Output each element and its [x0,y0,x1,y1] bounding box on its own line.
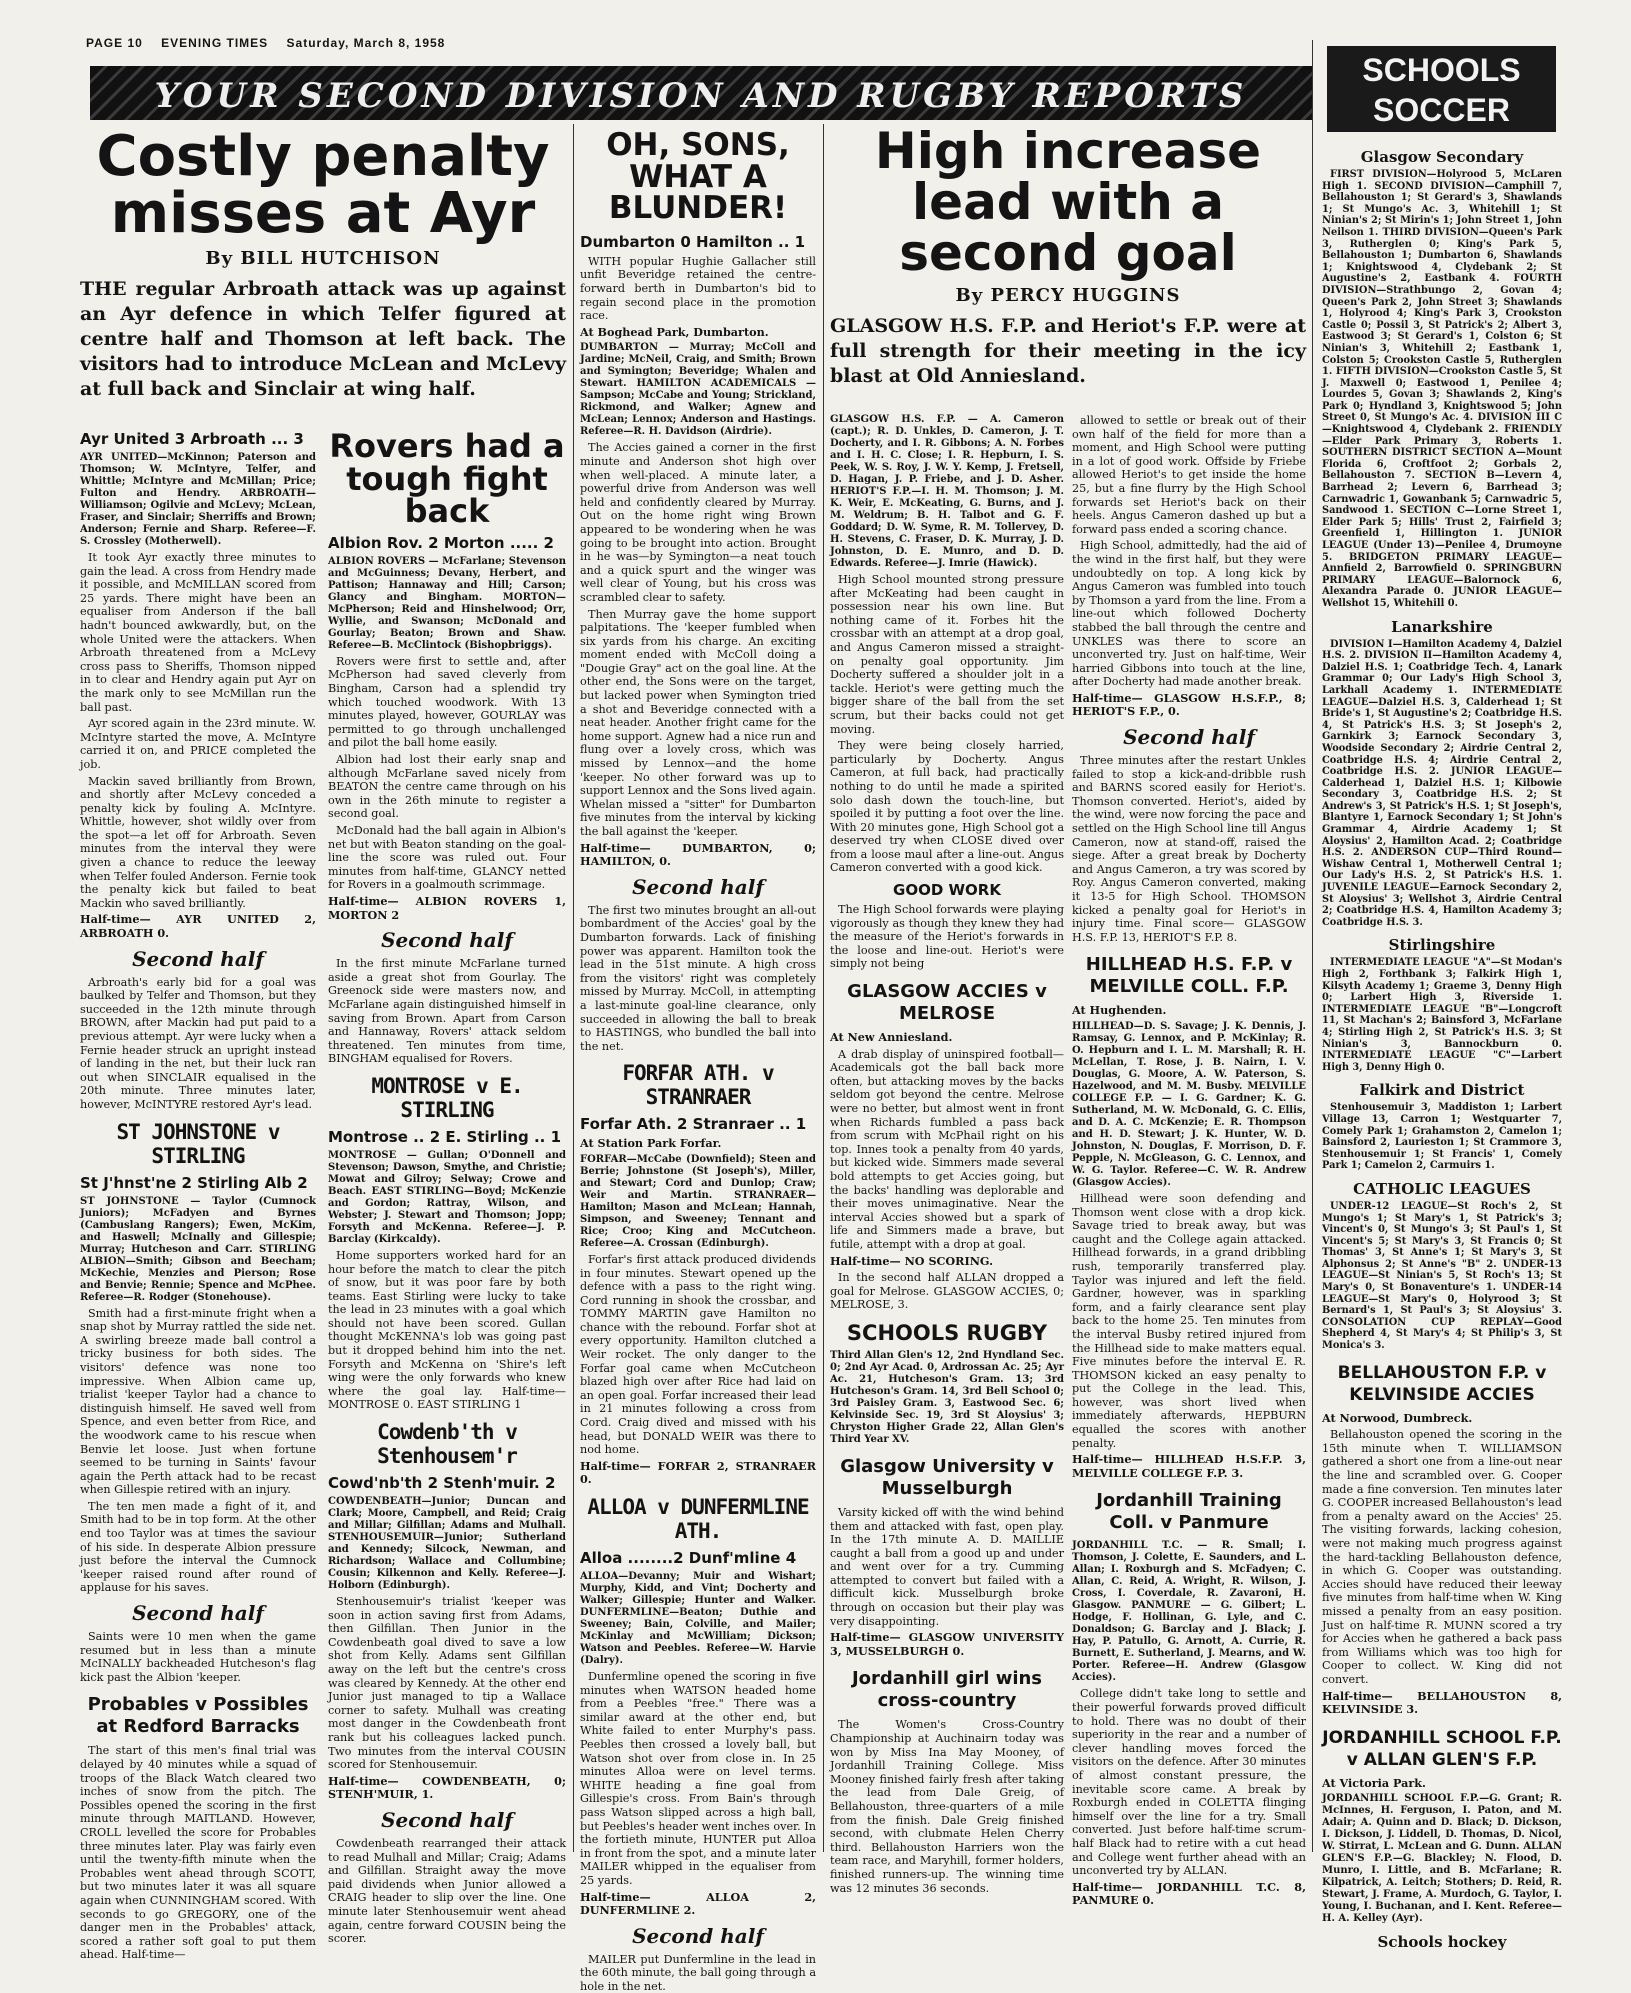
banner-title: YOUR SECOND DIVISION AND RUGBY REPORTS [154,76,1248,116]
probables-head: Probables v Possibles at Redford Barracks [87,1694,309,1738]
rugby-para: High School mounted strong pressure after McKeating had been caught in possession near his own line. But nothing came of it. Forbes hit the crossbar with an attempt at a drop goal, and Angus Cameron missed a straight-on penalty goal opportunity. Jim Docherty suffered a shoulder jolt in a tackle. Heriot's were getting much the bigger share of the ball from the set scrum, but their backs could not get moving. [830,573,1064,736]
jordanhill-school-head: JORDANHILL SCHOOL F.P. v ALLAN GLEN'S F.P. [1322,1727,1562,1770]
schools-section-head: CATHOLIC LEAGUES [1353,1179,1531,1198]
dumbarton-halftime: Half-time— DUMBARTON, 0; HAMILTON, 0. [580,840,816,869]
schools-section-results: FIRST DIVISION—Holyrood 5, McLaren High 1. SECOND DIVISION—Camphill 7, Bellahouston 1; St Gerard's 3, Shawlands 1; St Mungo's Ac. 3, Whitehill 1; St Ninian's 2; St Mirin's 1; John Street 1, John Neilson 1. THIRD DIVISION—Queen's Park 3, Rutherglen 0; King's Park 5, Bellahouston 1; Dumbarton 6, Shawlands 1; Knightswood 4, Clydebank 2; St Augustine's 2, Eastbank 4. FOURTH DIVISION—Strathbungo 2, Govan 4; Queen's Park 2, John Street 3; Shawlands 1, Holyrood 4; King's Park 3, Crookston Castle 0; Possil 3, St Patrick's 2; Albert 3, Eastwood 3; St Gerard's 1, Colston 6; St Ninian's 3, Whitehill 2; Eastbank 1, Colston 5; Crookston Castle 5, Rutherglen 1. FIFTH DIVISION—Crookston Castle 5, St J. Maxwell 0; Eastwood 1, Penilee 4; Lourdes 5, Govan 3; Shawlands 2, King's Park 0; Hyndland 3, Knightswood 5; John Street 0, St Mungo's Ac. 4. DIVISION III C—Knightswood 4, Clydebank 2. FRIENDLY—Elder Park Primary 3, Roberts 1. SOUTHERN DISTRICT SECTION A—Mount Florida 6, Croftfoot 2; Gorbals 2, Bellahouston 7. SECTION B—Levern 4, Barrhead 2; Levern 6, Barrhead 3; Carnwadric 1, Gowanbank 5; Carnwadric 5, Sandwood 1. SECTION C—Lorne Street 1, Elder Park 5; Hills' Trust 2, Fairfield 3; Greenfield 1, Hillington 1. JUNIOR LEAGUE (Under 13)—Penilee 4, Drumoyne 5. BRIDGETON PRIMARY LEAGUE—Annfield 2, Barrowfield 0. SPRINGBURN PRIMARY LEAGUE—Balornock 6, Alexandra Parade 0. JUNIOR LEAGUE—Wellshot 15, Whitehill 0. [1322,169,1562,609]
schools-section-results: Stenhousemuir 3, Maddiston 1; Larbert Village 13, Carron 1; Westquarter 7, Comely Park 1; Grahamston 2, Camelon 1; Bainsford 2, Laurieston 1; St Crammore 3, Stenhousemuir 1; St Francis' 1, Comely Park 1; Camelon 2, Carmuirs 1. [1322,1102,1562,1172]
dumbarton-second-half: Second half [632,874,764,899]
dumbarton-teams: DUMBARTON — Murray; McColl and Jardine; McNeil, Craig, and Smith; Brown and Symington; Beveridge; Whalen and Stewart. HAMILTON ACADEMICALS — Sampson; McCabe and Young; Strickland, Rickmond, and Walker; Agnew and McLean; Lennox; Anderson and Hastings. Referee—R. H. Davidson (Airdrie). [580,342,816,438]
glasgow-uni-para: Varsity kicked off with the wind behind them and attacked with fast, open play. In the 17th minute A. D. MAILLIE caught a ball from a good up and under and went over for a try. Cumming attempted to convert but failed with a difficult kick. Musselburgh broke through on occasion but their play was very disappointing. [830,1505,1064,1628]
cowdenbeath-teams: COWDENBEATH—Junior; Duncan and Clark; Moore, Campbell, and Reid; Craig and Millar; Gilfillan; Adams and Mulhall. STENHOUSEMUIR—Junior; Sutherland and Kennedy; Silcock, Newman, and Richardson; Wallace and Collumbine; Cousin; Kilkennon and Kelly. Referee—J. Holborn (Edinburgh). [328,1496,566,1592]
schools-rugby-head: SCHOOLS RUGBY [846,1320,1048,1345]
rovers-para: Rovers were first to settle and, after McPherson had saved cleverly from Bingham, Carson had a splendid try which touched woodwork. With 13 minutes played, however, GOURLAY was permitted to go through unchallenged and pilot the ball home easily. [328,654,566,750]
rovers-para: McDonald had the ball again in Albion's net but with Beaton standing on the goal-line the score was ruled out. Four minutes from half-time, GLANCY netted for Rovers in a goalmouth scrimmage. [328,824,566,892]
rugby-teams: GLASGOW H.S. F.P. — A. Cameron (capt.); R. D. Unkles, D. Cameron, J. T. Docherty, and I. R. Gibbons; A. N. Forbes and I. H. C. Close; I. R. Hepburn, I. S. Peek, W. S. Roy, J. W. Y. Kemp, J. Fretsell, D. Hagan, J. P. Friebe, and J. D. Asher. HERIOT'S F.P.—I. H. M. Thomson; J. M. K. Weir, E. McKeating, G. Burns, and J. M. Weldrum; B. H. Talbot and G. F. Goddard; D. W. Syme, R. M. Tollervey, D. H. Stevens, C. Fraser, D. K. Murray, J. D. Johnston, D. E. Munro, and D. D. Edwards. Referee—J. Imrie (Hawick). [830,414,1064,569]
alloa-score: Alloa ........2 Dunf'mline 4 [580,1549,797,1568]
ayr-headline-block [80,124,566,424]
column-5 [1072,414,1306,1908]
montrose-teams: MONTROSE — Gullan; O'Donnell and Stevenson; Dawson, Smythe, and Christie; Mowat and Gilroy; Selway; Crowe and Beach. EAST STIRLING—Boyd; McKenzie and Gordon; Rattray, Wilson, and Webster; J. Stewart and Thomson; Jopp; Forsyth and McKenna. Referee—J. P. Barclay (Kirkcaldy). [328,1149,566,1245]
rugby-headline-block [830,124,1306,414]
stj-score: St J'hnst'ne 2 Stirling Alb 2 [80,1173,308,1192]
column-rule [823,124,824,1852]
accies-head: GLASGOW ACCIES v MELROSE [847,981,1047,1025]
column-1 [80,424,316,1962]
dumbarton-para: Then Murray gave the home support palpitations. The 'keeper fumbled when six yards from his charge. An exciting moment ended with McColl doing a "Dougie Gray" act on the goal line. At the other end, the Sons were on the target, but lacked power when Symington tried a shot and Beveridge connected with a neat header. Another fright came for the home support. Agnew had a nice run and flung over a lovely cross, which was missed by Lennox—and the home 'keeper. No other forward was up to support Lennox and the Sons lived again. Whelan missed a "sitter" for Dumbarton five minutes from the interval by kicking the ball against the 'keeper. [580,607,816,839]
forfar-venue: At Station Park Forfar. [580,1136,722,1151]
jordanhill-tc-head: Jordanhill Training Coll. v Panmure [1096,1490,1282,1534]
forfar-head: FORFAR ATH. v STRANRAER [622,1061,774,1110]
glasgow-uni-halftime: Half-time— GLASGOW UNIVERSITY 3, MUSSELBURGH 0. [830,1630,1064,1658]
schools-section-head: Falkirk and District [1359,1081,1525,1100]
column-6 [1322,140,1563,1952]
dumbarton-para: The Accies gained a corner in the first minute and Anderson shot high over when well-placed. A minute later, a powerful drive from Anderson was well held and confidently cleared by Murray. Out on the home right wing Brown appeared to be wondering when he was going to be brought into action. Brought in he was—by Symington—a neat touch and a quick spurt and the winger was well clear of Young, but his cross was scrambled clear to safety. [580,441,816,604]
ayr-headline: Costly penalty misses at Ayr [96,124,550,247]
bellahouston-para: Bellahouston opened the scoring in the 15th minute when T. WILLIAMSON gathered a short one from a line-out near the line and scrambled over. G. Cooper made a fine conversion. Ten minutes later G. COOPER increased Bellahouston's lead from a penalty award on the Accies' 25. The visiting forwards, lacking cohesion, were not making much progress against the hard-tackling Bellahouston defence, in which G. Cooper was outstanding. Accies should have reduced their leeway five minutes from half-time when W. King missed a penalty from an easy position. Just on half-time R. MUNN scored a try for Accies when he gathered a back pass from Williams which was too high for Cooper to collect. W. King did not convert. [1322,1428,1562,1686]
montrose-head: MONTROSE v E. STIRLING [371,1073,523,1122]
hillhead-venue: At Hughenden. [1072,1003,1167,1018]
ayr-para: Mackin saved brilliantly from Brown, and shortly after McLevy conceded a penalty kick by fouling A. McIntyre. Whittle, however, shot wildly over from the spot—a let off for Arbroath. Seven minutes from the interval they were given a chance to reduce the leeway when Telfer fouled Anderson. Fernie took the penalty kick but failed to beat Mackin who saved brilliantly. [80,774,316,910]
accies-halftime: Half-time— NO SCORING. [830,1253,993,1268]
rugby-second-half: Second half [1123,725,1255,750]
rugby-para: High School, admittedly, had the aid of the wind in the first half, but they were undoubtedly on top. A long kick by Angus Cameron was fumbled into touch by Thomson a yard from the line. From a line-out which followed Docherty stabbed the ball through the centre and UNKLES was there to score an unconverted try. Just on half-time, Weir harried Gibbons into touch at the line, after Docherty had made another break. [1072,539,1306,689]
dumbarton-lead: WITH popular Hughie Gallacher still unfit Beveridge retained the centre-forward berth in Dumbarton's bid to regain second place in the promotion race. [580,254,816,323]
section-banner [90,66,1312,120]
column-4 [830,414,1064,1895]
stj-head: ST JOHNSTONE v STIRLING [116,1119,280,1168]
stj-para: Saints were 10 men when the game resumed but in less than a minute McINALLY backheaded Hutcheson's flag kick past the Albion 'keeper. [80,1630,316,1684]
forfar-score: Forfar Ath. 2 Stranraer .. 1 [580,1115,807,1134]
schools-rugby-results: Third Allan Glen's 12, 2nd Hyndland Sec. 0; 2nd Ayr Acad. 0, Ardrossan Ac. 25; Ayr Ac. 21, Hutcheson's Gram. 13; 3rd Hutcheson's Gram. 14, 3rd Bell School 0; 3rd Paisley Gram. 3, Eastwood Sec. 6; Kelvinside Sec. 19, 3rd St Aloysius' 3; Chryston Higher Grade 22, Allan Glen's Third Year XV. [830,1349,1064,1445]
hillhead-teams: HILLHEAD—D. S. Savage; J. K. Dennis, J. Ramsay, G. Lennox, and P. McKinlay; R. O. Hepburn and I. L. M. Marshall; R. H. McLellan, T. Rose, J. B. Nairn, I. V. Douglas, G. Moore, A. W. Paterson, S. Hazelwood, and M. M. Busby. MELVILLE COLLEGE F.P. — I. G. Gardner; K. G. Sutherland, M. W. McDonald, G. C. Ellis, and D. A. C. McKenzie; E. R. Thompson and H. D. Stewart; J. K. Hunter, W. D. Johnston, N. Douglas, F. Morrison, D. F. Pepple, N. McGleason, G. C. Lennox, and W. G. Taylor. Referee—C. W. R. Andrew (Glasgow Accies). [1072,1020,1306,1188]
ayr-teams: AYR UNITED—McKinnon; Paterson and Thomson; W. McIntyre, Telfer, and Whittle; McIntyre and McMillan; Price; Fulton and Hendry. ARBROATH—Williamson; Ogilvie and McLevy; McLean, Fraser, and Sinclair; Sherriffs and Brown; Anderson; Fernie and Sharp. Referee—F. S. Crossley (Motherwell). [80,452,316,547]
jordanhill-tc-halftime: Half-time— JORDANHILL T.C. 8, PANMURE 0. [1072,1879,1306,1908]
page-date: Saturday, March 8, 1958 [286,36,446,50]
schools-section-head: Stirlingshire [1388,936,1496,955]
cowdenbeath-halftime: Half-time— COWDENBEATH, 0; STENH'MUIR, 1. [328,1773,566,1802]
stj-para: The ten men made a fight of it, and Smith had to be in top form. At the other end too Taylor was at times the saviour of his side. In desperate Albion pressure just before the interval the Cumnock 'keeper raised round after round of applause for his saves. [80,1499,316,1595]
rugby-lead: GLASGOW H.S. F.P. and Heriot's F.P. were at full strength for their meeting in the icy blast at Old Anniesland. [830,315,1306,387]
accies-venue: At New Anniesland. [830,1030,953,1045]
bellahouston-head: BELLAHOUSTON F.P. v KELVINSIDE ACCIES [1337,1362,1547,1405]
schools-section-results: INTERMEDIATE LEAGUE "A"—St Modan's High 2, Forthbank 3; Falkirk High 1, Kilsyth Academy 1; Graeme 3, Denny High 0; Larbert High 3, Riverside 1. INTERMEDIATE LEAGUE "B"—Longcroft 11, St Machan's 2; Bainsford 3, McFarlane 4; Stirling High 2, St Patrick's H.S. 3; St Ninian's 3, Bannockburn 0. INTERMEDIATE LEAGUE "C"—Larbert High 3, Denny High 0. [1322,957,1562,1073]
alloa-halftime: Half-time— ALLOA 2, DUNFERMLINE 2. [580,1889,816,1918]
rugby-para: allowed to settle or break out of their own half of the field for more than a moment, and High School were putting in a lot of good work. Offside by Friebe allowed Heriot's to get inside the home 25, but a fine flurry by the High School forwards set Heriot's back on their heels. Angus Cameron dashed up but a forward pass ended a scoring chance. [1072,414,1306,536]
stj-teams: ST JOHNSTONE — Taylor (Cumnock Juniors); McFadyen and Byrnes (Cambuslang Rangers); Ewen, McKim, and Haswell; McInally and Gillespie; Murray; Hutcheson and Carr. STIRLING ALBION—Smith; Gibson and Beecham; McKechie, Menzies and Pierson; Rose and Benvie; Rennie; Spence and McPhee. Referee—R. Rodger (Stonehouse). [80,1195,316,1303]
page-running-header [86,36,459,50]
rovers-halftime: Half-time— ALBION ROVERS 1, MORTON 2 [328,893,566,922]
schools-section-results: UNDER-12 LEAGUE—St Roch's 2, St Mungo's 1; St Mary's 1, St Patrick's 3; Vincent's 0, St Mungo's 3; St Paul's 1, St Vincent's 5; St Mary's 3, St Francis 0; St Thomas' 3, St Anne's 1; St Mary's 3, St Alphonsus 2; St Anne's "B" 2. UNDER-13 LEAGUE—St Ninian's 5, St Roch's 13; St Mary's 0, St Bonaventure's 1. UNDER-14 LEAGUE—St Mary's 0, Holyrood 3; St Bernard's 1, St Paul's 3; St Aloysius' 3. CONSOLATION CUP REPLAY—Good Shepherd 4, St Mary's 4; St Philip's 3, St Monica's 3. [1322,1200,1562,1352]
paper-name: EVENING TIMES [161,36,269,50]
cowdenbeath-score: Cowd'nb'th 2 Stenh'muir. 2 [328,1474,556,1493]
hillhead-halftime: Half-time— HILLHEAD H.S.F.P. 3, MELVILLE COLLEGE F.P. 3. [1072,1452,1306,1480]
probables-para: The start of this men's final trial was delayed by 40 minutes while a squad of troops of the Black Watch cleared two inches of snow from the pitch. The Possibles opened the scoring in the first minute through MAITLAND. However, CROLL levelled the score for Probables three minutes later. Play was fairly even until the twenty-fifth minute when the Probables went ahead through SCOTT, but two minutes later it was all square again when CUNNINGHAM scored. With seconds to go GREGORY, one of the danger men in the Probables' attack, scored a rather soft goal to put them ahead. Half-time— [80,1744,316,1962]
rugby-subhead: GOOD WORK [893,881,1001,900]
schools-section-results: DIVISION I—Hamilton Academy 4, Dalziel H.S. 2. DIVISION II—Hamilton Academy 4, Dalziel H.S. 1; Coatbridge Tech. 4, Lanark Grammar 0; Our Lady's High School 3, Larkhall Academy 1. INTERMEDIATE LEAGUE—Dalziel H.S. 3, Calderhead 1; St Bride's 1, St Augustine's 2; Coatbridge H.S. 4, St Patrick's H.S. 3; St Joseph's 2, Garnkirk 3; Earnock Secondary 3, Woodside Secondary 2; Airdrie Central 2, Coatbridge H.S. 4; Airdrie Central 2, Coatbridge H.S. 2. JUNIOR LEAGUE—Calderhead 1, Dalziel H.S. 1; Kilbowie Secondary 3, Coatbridge H.S. 2; St Andrew's 3, St Patrick's H.S. 1; St Joseph's, Blantyre 1, Earnock Secondary 1; St John's Grammar 4, Airdrie Academy 1; St Aloysius' 2, Hamilton Acad. 2; Coatbridge H.S. 2. ANDERSON CUP—Third Round—Wishaw Central 1, Motherwell Central 1; Our Lady's H.S. 2, St Patrick's H.S. 1. JUVENILE LEAGUE—Earnock Secondary 2, St Aloysius' 3; Wellshot 3, Airdrie Central 2; Coatbridge H.S. 4, Hamilton Academy 3; Coatbridge H.S. 3. [1322,638,1562,928]
hillhead-head: HILLHEAD H.S. F.P. v MELVILLE COLL. F.P. [1085,954,1293,998]
ayr-second-half: Second half [132,946,264,971]
hillhead-para: Hillhead were soon defending and Thomson went close with a drop kick. Savage tried to break away, but was caught and the College again attacked. Hillhead forwards, in a grand dribbling rush, temporarily transferred play. Taylor was injured and left the field. Gardner, however, was in sparkling form, and a fairly clearance sent play back to the home 25. Ten minutes from the interval Busby retired injured from the Hillhead side to make matters equal. Five minutes before the interval E. R. THOMSON kicked an easy penalty to put the College in the lead. This, however, was short lived when immediately afterwards, HEPBURN equalled the scores with another penalty. [1072,1191,1306,1450]
rovers-para: Albion had lost their early snap and although McFarlane saved nicely from BEATON the centre came through on his own in the 26th minute to register a second goal. [328,753,566,821]
accies-para: A drab display of uninspired football—Academicals got the ball back more often, but attacking moves by the backs seldom got beyond the centre. Melrose were no better, but almost went in front when Richards fumbled a pass back from scrum with McPhail right on his top. Innes took a penalty from 40 yards, but kicked wide. Simmers made several bold attempts to get Accies going, but the backs' handling was deplorable and their moves unimaginative. Near the interval Accies showed but a spark of life and Simmers made a brave, but futile, attempt with a drop at goal. [830,1047,1064,1251]
jordanhill-school-teams: JORDANHILL SCHOOL F.P.—G. Grant; R. McInnes, H. Ferguson, I. Paton, and M. Adair; A. Quinn and D. Black; D. Dickson, I. Dickson, J. Liddell, D. Thomas, D. Nicol, W. Stirrat, L. McLean and G. Dunn. ALLAN GLEN'S F.P.—G. Blackley; N. Flood, D. Munro, I. Little, and B. McFarlane; R. Kilpatrick, A. Leitch; Stothers; D. Reid, R. Stewart, J. Frame, A. Murdoch, G. Taylor, I. Young, I. Buchanan, and I. Kent. Referee—H. A. Kelley (Ayr). [1322,1793,1563,1925]
stj-second-half: Second half [132,1601,264,1626]
alloa-head: ALLOA v DUNFERMLINE ATH. [587,1495,809,1544]
ayr-byline: By BILL HUTCHISON [205,248,441,270]
jordanhill-school-venue: At Victoria Park. [1322,1775,1426,1790]
column-2 [328,424,566,1946]
rugby-para: Three minutes after the restart Unkles failed to stop a kick-and-dribble rush and BARNS scored easily for Heriot's. Thomson converted. Heriot's, aided by the wind, were now forcing the pace and settled on the High School line till Angus Cameron, now at stand-off, raised the siege. After a great break by Docherty and Angus Cameron, a try was scored by Roy. Angus Cameron converted, making it 13-5 for High School. THOMSON kicked a penalty goal for Heriot's in injury time. Final score— GLASGOW H.S. F.P. 13, HERIOT'S F.P. 8. [1072,754,1306,944]
alloa-para: Dunfermline opened the scoring in five minutes when WATSON headed home from a Peebles "free." There was a similar award at the other end, but White failed to enter Murphy's pass. Peebles then crossed a lovely ball, but Watson shot over from close in. In 25 minutes Alloa were on level terms. WHITE heading a fine goal from Gillespie's cross. From Bain's through pass Watson slipped across a high ball, but Peebles's header went inches over. In the fortieth minute, HUNTER put Alloa in front from the spot, and a minute later MAILER whipped in the equaliser from 25 yards. [580,1670,816,1887]
bellahouston-halftime: Half-time— BELLAHOUSTON 8, KELVINSIDE 3. [1322,1688,1562,1717]
forfar-para: Forfar's first attack produced dividends in four minutes. Stewart opened up the defence with a pass to the right wing. Cord running in shook the crossbar, and TOMMY MARTIN gave Hamilton no chance with the rebound. Forfar shot at every opportunity. Hamilton clutched a Weir rocket. The only danger to the Forfar goal came when McCutcheon blazed high over after Rice had laid on an open goal. Forfar increased their lead in 21 minutes following a cross from Cord. Craig dived and missed with his head, but DONALD WEIR was there to nod home. [580,1252,816,1457]
page-number: PAGE 10 [86,36,143,50]
rugby-para: The High School forwards were playing vigorously as though they knew they had the measure of the Heriot's forwards in the loose and line-out. Heriot's were simply not being [830,903,1064,971]
rugby-byline: By PERCY HUGGINS [955,285,1181,306]
cowdenbeath-head: Cowdenb'th v Stenhousem'r [377,1420,517,1469]
glasgow-uni-head: Glasgow University v Musselburgh [840,1455,1054,1499]
ayr-para: Arbroath's early bid for a goal was baulked by Telfer and Thomson, but they succeeded in the 12th minute through BROWN, after Mackin had put paid to a previous attempt. Ayr were lucky when a Fernie header struck an upright instead of landing in the net, but their luck ran out when SINCLAIR equalised in the 20th minute. Three minutes later, however, McINTYRE restored Ayr's lead. [80,975,316,1111]
ayr-para: Ayr scored again in the 23rd minute. W. McIntyre started the move, A. McIntyre carried it on, and PRICE completed the job. [80,717,316,771]
rugby-para: They were being closely harried, particularly by Docherty. Angus Cameron, at full back, had practically nothing to do until he made a spirited solo dash down the touch-line, but spoiled it by putting a foot over the line. With 20 minutes gone, High School got a deserved try when CLOSE dived over from a loose maul after a line-out. Angus Cameron converted with a good kick. [830,739,1064,875]
dumbarton-score: Dumbarton 0 Hamilton .. 1 [580,232,806,251]
rovers-para: In the first minute McFarlane turned aside a great shot from Gourlay. The Greenock side were masters now, and McFarlane again distinguished himself in saving from Brown. Apart from Carson and Hannaway, Rovers' attack seldom threatened. Ten minutes from time, BINGHAM equalised for Rovers. [328,957,566,1066]
ayr-lead: THE regular Arbroath attack was up against an Ayr defence in which Telfer figured at centre half and Thomson at left back. The visitors had to introduce McLean and McLevy at full back and Sinclair at wing half. [80,278,566,401]
cowdenbeath-para: Cowdenbeath rearranged their attack to read Mulhall and Millar; Craig; Adams and Gilfillan. Straight away the move paid dividends when Junior allowed a CRAIG header to slip over the line. One minute later Stenhousemuir went ahead again, centre forward COUSIN being the scorer. [328,1836,566,1946]
schools-section-head: Lanarkshire [1391,617,1493,636]
montrose-score: Montrose .. 2 E. Stirling .. 1 [328,1127,562,1146]
cowdenbeath-para: Stenhousemuir's trialist 'keeper was soon in action saving first from Adams, then Gilfillan. Then Junior in the Cowdenbeath goal dived to save a low shot from Kelly. Adams sent Gilfillan away on the left but the centre's cross was cleared by Kennedy. At the other end Junior just managed to tip a Wallace corner to safety. Mulhall was creating most danger in the Cowdenbeath front rank but his colleagues lacked punch. Two minutes from the interval COUSIN scored for Stenhousemuir. [328,1595,566,1772]
column-rule [573,124,574,1852]
rugby-halftime: Half-time— GLASGOW H.S.F.P., 8; HERIOT'S F.P., 0. [1072,690,1306,719]
schools-hockey-head: Schools hockey [1377,1933,1507,1952]
forfar-halftime: Half-time— FORFAR 2, STRANRAER 0. [580,1458,816,1487]
schools-soccer-box: SCHOOLS SOCCER [1327,46,1556,132]
ayr-halftime: Half-time— AYR UNITED 2, ARBROATH 0. [80,912,316,941]
rovers-score: Albion Rov. 2 Morton ..... 2 [328,533,554,552]
forfar-teams: FORFAR—McCabe (Downfield); Steen and Berrie; Johnstone (St Joseph's), Miller, and Stewart; Cord and Dunlop; Craw; Weir and Martin. STRANRAER—Hamilton; Mason and McLean; Hannah, Simpson, and Sweeney; Tennant and Rice; Croo; King and McCutcheon. Referee—A. Crossan (Edinburgh). [580,1153,816,1249]
accies-para: In the second half ALLAN dropped a goal for Melrose. GLASGOW ACCIES, 0; MELROSE, 3. [830,1271,1064,1312]
column-3 [580,124,816,1993]
schools-section-head: Glasgow Secondary [1360,148,1524,166]
jordanhill-girl-head: Jordanhill girl wins cross-country [851,1668,1043,1712]
dumbarton-para: The first two minutes brought an all-out bombardment of the Accies' goal by the Dumbarton forwards. Lack of finishing power was apparent. Hamilton took the lead in the 51st minute. A high cross from the visitors' right was completely missed by Murray. McColl, in attempting a last-minute goal-line clearance, only succeeded in allowing the ball to break to HASTINGS, who bundled the ball into the net. [580,903,816,1053]
alloa-para: MAILER put Dunfermline in the lead in the 60th minute, the ball going through a hole in the net. [580,1952,816,1993]
rovers-teams: ALBION ROVERS — McFarlane; Stevenson and McGuinness; Devany, Herbert, and Pattison; Hannaway and Hill; Carson; Glancy and Bingham. MORTON—McPherson; Reid and Hinshelwood; Orr, Wyllie, and Swanson; McDonald and Gourlay; Beaton; Brown and Shaw. Referee—B. McClintock (Bishopbriggs). [328,555,566,651]
ayr-para: It took Ayr exactly three minutes to gain the lead. A cross from Hendry made it possible, and McMILLAN scored from 25 yards. There might have been an equaliser from Anderson if the ball hadn't bounced awkwardly, but, on the whole United were the attackers. When Arbroath threatened from a McLevy cross pass to Sheriffs, Thomson nipped in to clear and Hendry again put Ayr on the mark only to see McMillan run the ball past. [80,551,316,714]
alloa-teams: ALLOA—Devanny; Muir and Wishart; Murphy, Kidd, and Vint; Docherty and Walker; Gillespie; Hunter and Walker. DUNFERMLINE—Beaton; Duthie and Sweeney; Bain, Colville, and Mailer; McKinlay and McWilliam; Dickson; Watson and Peebles. Referee—W. Harvie (Dalry). [580,1571,816,1667]
jordanhill-tc-teams: JORDANHILL T.C. — R. Small; I. Thomson, J. Colette, E. Saunders, and L. Allan; I. Roxburgh and S. McFadyen; C. Allan, C. Reid, A. Wright, R. Wilson, J. Cross, I. Coverdale, R. Zavaroni, H. Glasgow. PANMURE — G. Gilbert; L. Hodge, F. Hollinan, G. Lyle, and C. Donaldson; G. Barclay and J. Black; J. Hay, P. Patullo, G. Arnott, A. Currie, R. Burnett, E. Sutherland, J. Mearns, and W. Porter. Referee—H. Andrew (Glasgow Accies). [1072,1540,1306,1684]
dumbarton-headline: OH, SONS, WHAT A BLUNDER! [606,127,790,227]
ayr-score: Ayr United 3 Arbroath ... 3 [80,430,304,448]
column-rule [1312,40,1313,1852]
cowdenbeath-second-half: Second half [381,1807,513,1832]
bellahouston-venue: At Norwood, Dumbreck. [1322,1410,1473,1425]
jordanhill-girl-para: The Women's Cross-Country Championship at Auchinairn today was won by Miss Ina May Mooney, of Jordanhill Training College. Miss Mooney finished fairly fresh after taking the lead from Dale Greig, of Bellahouston, three-quarters of a mile from the finish. Dale Greig finished second, with clubmate Helen Cherry third. Bellahouston Harriers won the team race, and Maryhill, former holders, finished runners-up. The winning time was 12 minutes 36 seconds. [830,1718,1064,1895]
jordanhill-tc-para: College didn't take long to settle and their powerful forwards proved difficult to hold. There was no doubt of their superiority in the rear and a number of clever handling moves forced the visitors on the defence. After 30 minutes of almost constant pressure, the inevitable score came. A break by Roxburgh ended in COLETTA flinging himself over the line for a try. Small converted. Just before half-time scrum-half Black had to retire with a cut head and College went further ahead with an unconverted try by ALLAN. [1072,1687,1306,1878]
stj-para: Smith had a first-minute fright when a snap shot by Murray rattled the side net. A swirling breeze made ball control a tricky business for both sides. The visitors' defence was none too impressive. When Albion came up, trialist 'keeper Taylor had a chance to distinguish himself. He saved well from Spence, and even better from Rice, and the woodwork came to his rescue when Benvie let loose. Just when fortune seemed to be turning in Saints' favour again the Perth attack had to be recast when Gillespie retired with an injury. [80,1306,316,1497]
rovers-headline: Rovers had a tough fight back [329,427,565,531]
montrose-para: Home supporters worked hard for an hour before the match to clear the pitch of snow, but it was poor fare by both teams. East Stirling were lucky to take the lead in 23 minutes with a goal which should not have been scored. Gullan thought McKENNA's lob was going past but it dropped behind him into the net. Forsyth and McKenna on 'Shire's left wing were the only forwards who knew where the goal lay. Half-time— MONTROSE 0. EAST STIRLING 1 [328,1248,566,1412]
alloa-second-half: Second half [632,1923,764,1948]
rovers-second-half: Second half [381,928,513,953]
dumbarton-venue: At Boghead Park, Dumbarton. [580,324,769,339]
rugby-headline: High increase lead with a second goal [874,122,1262,282]
